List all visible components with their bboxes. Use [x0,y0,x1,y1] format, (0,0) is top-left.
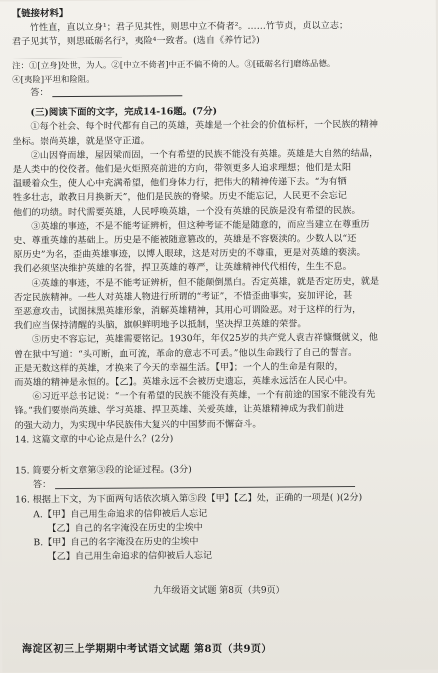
para-line: 原历史”为名，歪曲英雄事迹，以博人眼球，这是对历史的不尊重，更是对英雄的亵渎。 [13,248,366,261]
para-line: 否定民族精神。一些人对英雄人物进行所谓的“考证”，不惜歪曲事实，妄加评论，甚 [13,290,353,304]
option-a-second: 【乙】自己的名字淹没在历史的尘埃中 [47,522,203,534]
link-material-note: ④[夷险]平坦和险阻。 [12,73,95,85]
question-text: 根据上下文，为下面两句话依次填入第⑤段【甲】【乙】处，正确的一项是( )(2分) [32,493,363,506]
answer-blank [53,85,183,97]
para-line: 锋。”我们要崇尚英雄、学习英雄、捍卫英雄、关爱英雄，让英雄精神成为我们前进 [14,404,344,417]
exam-footer: 海淀区初三上学期期中考试语文试题 第8页（共9页） [22,644,272,655]
para-line: 我们必须坚决维护英雄的名誉，捍卫英雄的尊严，让英雄精神代代相传，生生不息。 [13,262,352,275]
link-material-note: 注：①[立身]处世，为人。②[中立不倚者]中正不偏不倚的人。③[砥砺名行]磨练品德。 [12,57,336,71]
section-3-title: (三)阅读下面的文字，完成14-16题。(7分) [30,106,218,119]
para-line: 是人类中的佼佼者。他们是火炬照亮前进的方向，带领更多人追求理想；他们是太阳 [12,163,352,176]
link-material [12,5,419,101]
para-line: ⑤历史不容忘记，英雄需要铭记。1930年，年仅25岁的共产党人袁吉祥慷慨就义，他 [31,333,378,346]
para-line: 坐标。崇尚英雄，就是坚守正道。 [12,136,150,148]
para-line: 正是无数这样的英雄，才换来了今天的幸福生活。【甲】；一个人的生命是有限的， [14,362,344,375]
link-material-heading: 【链接材料】 [11,8,69,20]
answer-line[interactable] [55,476,355,489]
question-number: 15. [14,466,30,477]
para-line: 曾在狱中写道：“头可断，血可流，革命的意志不可丢。”他以生命践行了自己的誓言。 [14,347,358,361]
question-15 [15,462,421,494]
para-line: ⑥习近平总书记说：“一个有希望的民族不能没有英雄，一个有前途的国家不能没有先 [32,390,376,403]
para-line: 温暖着众生，使人心中充满希望，他们身体力行，把伟大的精神传递下去。“为有牺 [12,177,347,190]
para-line: 而英雄的精神是永恒的。【乙】。英雄永远不会被历史遗忘，英雄永远活在人民心中。 [14,376,353,389]
question-16 [15,491,421,565]
option-b[interactable]: B.【甲】自己的名字淹没在历史的尘埃中 [33,537,199,549]
para-line: 他们的功绩。时代需要英雄，人民呼唤英雄，一个没有英雄的民族是没有希望的民族。 [13,205,361,219]
question-number: 16. [15,495,30,506]
para-line: ②山因脊而雄，屋因梁而固，一个有希望的民族不能没有英雄。英雄是大自然的结晶， [30,148,379,162]
para-line: ④英雄的事迹，不是不能考证辨析，但不能颠倒黑白。否定英雄，就是否定历史，就是 [31,276,380,289]
para-line: 的强大动力，为实现中华民族伟大复兴的中国梦而不懈奋斗。 [14,419,262,432]
para-line: ①每个社会、每个时代都有自己的英雄，英雄是一个社会的价值标杆，一个民族的精神 [30,120,379,133]
answer-label: 答： [30,88,49,99]
para-line: 至恶意攻击，试图抹黑英雄形象，消解英雄精神，其用心可谓险恶。对于这样的行为， [13,305,362,318]
page-footer: 九年级语文试题 第8页（共9页） [153,586,285,596]
option-a[interactable]: A.【甲】自己用生命追求的信仰被后人忘记 [33,508,208,520]
para-line: 史、尊重英雄的基础上。历史是不能被随意篡改的，英雄是不容亵渎的。少数人以“还 [13,234,357,247]
answer-label: 答： [33,480,52,491]
question-text: 这篇文章的中心论点是什么？(2分) [32,434,174,446]
section-3-text [12,118,420,433]
option-b-second: 【乙】自己用生命追求的信仰被后人忘记 [47,551,213,563]
question-number: 14. [14,435,30,446]
link-material-line: 君子见其节，则思砥砺名行³，夷险⁴一致者。(选自《养竹记》) [11,36,260,48]
link-material-line: 竹性直，直以立身¹；君子见其性，则思中立不倚者²。……竹节贞，贞以立志； [29,21,349,34]
question-text: 简要分析文章第③段的论证过程。(3分) [32,465,192,477]
para-line: ③英雄的事迹，不是不能考证辨析，但这种考证不能是随意的，而应当建立在尊重历 [31,219,370,233]
para-line: 我们应当保持清醒的头脑，旗帜鲜明地予以抵制，坚决捍卫英雄的荣誉。 [13,319,307,332]
para-line: 牲多壮志，敢教日月换新天”，他们是民族的脊梁。历史不能忘记，人民更不会忘记 [13,191,347,204]
question-14 [15,430,421,464]
